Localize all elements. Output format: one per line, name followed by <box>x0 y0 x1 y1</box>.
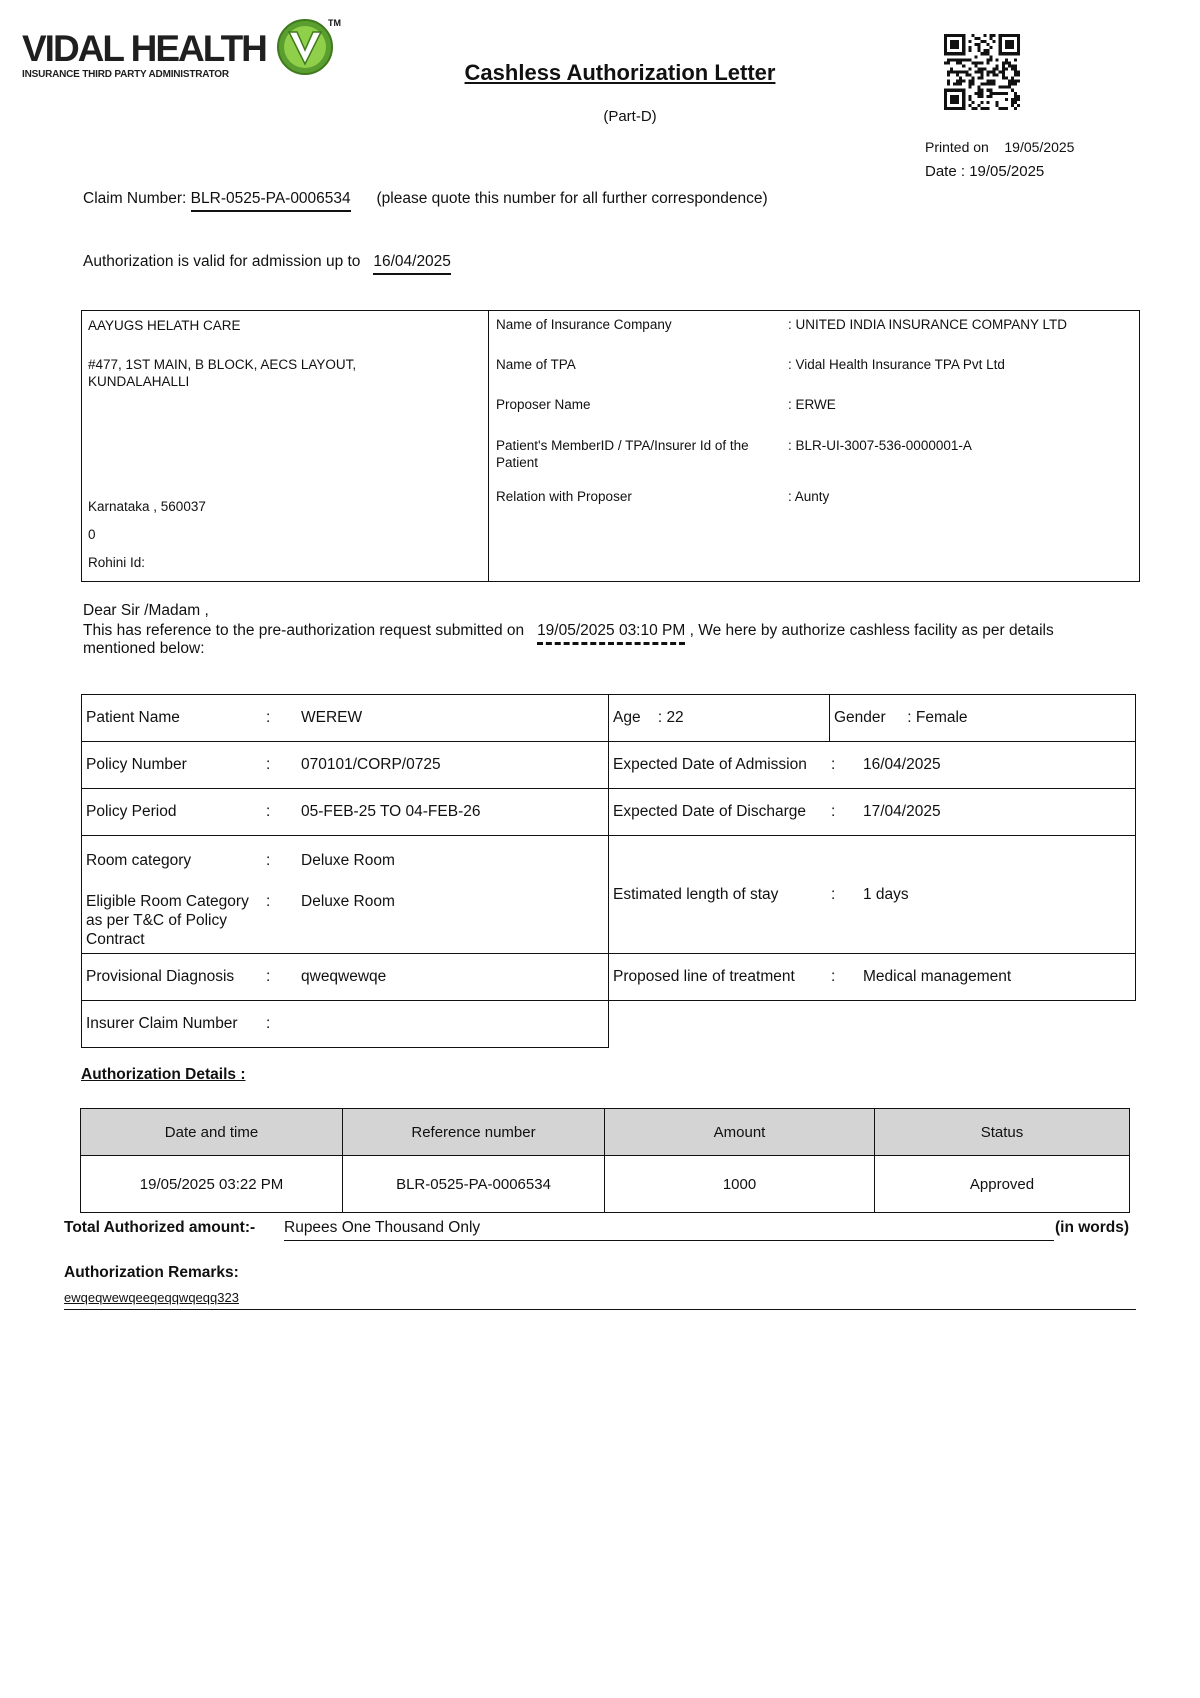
logo-text: VIDAL HEALTH <box>22 28 266 69</box>
col-date-time: Date and time <box>81 1109 343 1156</box>
claim-number-line <box>83 190 768 208</box>
colon: : <box>266 756 271 773</box>
submitted-on-date: 19/05/2025 03:10 PM <box>537 622 685 645</box>
eligible-room-label: Eligible Room Category as per T&C of Policy Contract <box>86 893 249 948</box>
patient-name-value: WEREW <box>301 709 363 726</box>
discharge-date-cell <box>609 789 1136 836</box>
box-divider <box>488 311 489 581</box>
in-words-label: (in words) <box>1055 1219 1130 1236</box>
insurer-company-value: : UNITED INDIA INSURANCE COMPANY LTD <box>788 317 1068 332</box>
col-amount: Amount <box>605 1109 875 1156</box>
printed-on <box>925 139 1074 155</box>
member-id-value: : BLR-UI-3007-536-0000001-A <box>788 438 972 453</box>
patient-details-table <box>81 694 1136 1048</box>
authorization-table <box>80 1108 1130 1213</box>
member-id-label: Patient's MemberID / TPA/Insurer Id of the Patient <box>496 438 749 470</box>
policy-number-label: Policy Number <box>86 756 187 773</box>
table-row <box>81 1156 1130 1213</box>
colon: : <box>266 968 271 985</box>
colon: : <box>831 756 836 773</box>
colon: : <box>266 1015 271 1032</box>
colon: : <box>831 885 836 903</box>
length-of-stay-label: Estimated length of stay <box>613 885 779 903</box>
room-category-label: Room category <box>86 852 192 869</box>
treatment-value: Medical management <box>863 968 1012 985</box>
row-date-time: 19/05/2025 03:22 PM <box>81 1156 343 1213</box>
colon: : <box>266 893 271 910</box>
patient-name-label: Patient Name <box>86 709 180 726</box>
colon: : <box>831 968 836 985</box>
policy-period-label: Policy Period <box>86 803 177 820</box>
col-status: Status <box>875 1109 1130 1156</box>
tpa-label: Name of TPA <box>496 357 576 372</box>
tpa-value: : Vidal Health Insurance TPA Pvt Ltd <box>788 357 1005 372</box>
claim-number-value: BLR-0525-PA-0006534 <box>191 190 351 212</box>
length-of-stay-cell <box>609 836 1136 954</box>
discharge-date-value: 17/04/2025 <box>863 803 941 820</box>
admission-date-label: Expected Date of Admission <box>613 756 807 773</box>
diagnosis-label: Provisional Diagnosis <box>86 968 235 985</box>
hospital-address-line2: KUNDALAHALLI <box>88 374 190 389</box>
printed-on-label: Printed on <box>925 139 989 155</box>
policy-period-cell <box>82 789 609 836</box>
admission-date-cell <box>609 742 1136 789</box>
validity-date: 16/04/2025 <box>373 253 451 275</box>
policy-number-value: 070101/CORP/0725 <box>301 756 441 773</box>
treatment-cell <box>609 954 1136 1001</box>
letter-date <box>925 163 1044 180</box>
claim-number-label: Claim Number: <box>83 190 187 207</box>
colon: : <box>266 709 271 726</box>
diagnosis-cell <box>82 954 609 1001</box>
policy-period-value: 05-FEB-25 TO 04-FEB-26 <box>301 803 481 820</box>
hospital-phone: 0 <box>88 527 96 542</box>
proposer-value: : ERWE <box>788 397 836 412</box>
treatment-label: Proposed line of treatment <box>613 968 795 985</box>
empty-cell <box>609 1001 1136 1048</box>
row-status: Approved <box>875 1156 1130 1213</box>
room-category-value: Deluxe Room <box>301 852 395 869</box>
insurer-claim-cell <box>82 1001 609 1048</box>
hospital-rohini-id: Rohini Id: <box>88 555 146 570</box>
logo-v-icon <box>276 18 334 76</box>
hospital-name: AAYUGS HELATH CARE <box>88 318 241 333</box>
printed-on-value: 19/05/2025 <box>1004 139 1075 155</box>
claim-number-note: (please quote this number for all further correspondence) <box>376 190 768 207</box>
hospital-address-line1: #477, 1ST MAIN, B BLOCK, AECS LAYOUT, <box>88 357 357 372</box>
page-title: Cashless Authorization Letter <box>464 60 776 85</box>
remarks-label: Authorization Remarks: <box>64 1264 239 1281</box>
col-reference-number: Reference number <box>343 1109 605 1156</box>
colon: : <box>831 803 836 820</box>
salutation: Dear Sir /Madam , <box>83 602 209 619</box>
letter-body-pre: This has reference to the pre-authorization request submitted on <box>83 622 525 639</box>
qr-code-icon <box>944 34 1020 110</box>
date-value: 19/05/2025 <box>969 163 1045 180</box>
insurer-company-label: Name of Insurance Company <box>496 317 672 332</box>
hospital-insurer-box <box>81 310 1140 582</box>
proposer-label: Proposer Name <box>496 397 591 412</box>
room-category-cell <box>82 836 609 954</box>
authorization-details-heading: Authorization Details : <box>81 1066 246 1083</box>
gender-value: : Female <box>907 709 968 726</box>
letter-body <box>83 621 1143 640</box>
remarks-line <box>64 1290 1136 1310</box>
colon: : <box>266 803 271 820</box>
letter-body-line2: mentioned below: <box>83 640 205 657</box>
row-reference-number: BLR-0525-PA-0006534 <box>343 1156 605 1213</box>
total-authorized-value: Rupees One Thousand Only <box>284 1219 1054 1241</box>
patient-name-cell <box>82 695 609 742</box>
gender-cell <box>830 695 1136 742</box>
relation-value: : Aunty <box>788 489 830 504</box>
logo-trademark: TM <box>328 18 341 28</box>
discharge-date-label: Expected Date of Discharge <box>613 803 806 820</box>
letter-body-post: , We here by authorize cashless facility as per details <box>689 622 1054 639</box>
gender-label: Gender <box>834 709 886 726</box>
age-value: : 22 <box>657 709 684 726</box>
age-label: Age <box>613 709 641 726</box>
validity-label: Authorization is valid for admission up to <box>83 253 361 270</box>
colon: : <box>266 852 271 869</box>
hospital-state-pin: Karnataka , 560037 <box>88 499 206 514</box>
total-authorized-label: Total Authorized amount:- <box>64 1219 256 1236</box>
diagnosis-value: qweqwewqe <box>301 968 387 985</box>
admission-date-value: 16/04/2025 <box>863 756 941 773</box>
date-label: Date : <box>925 163 966 180</box>
age-cell <box>609 695 830 742</box>
validity-line <box>83 253 451 271</box>
relation-label: Relation with Proposer <box>496 489 632 504</box>
part-label: (Part-D) <box>603 108 657 125</box>
length-of-stay-value: 1 days <box>863 885 909 903</box>
row-amount: 1000 <box>605 1156 875 1213</box>
remarks-value: ewqeqwewqeeqeqqwqeqq323 <box>64 1290 239 1305</box>
policy-number-cell <box>82 742 609 789</box>
eligible-room-value: Deluxe Room <box>301 893 395 910</box>
insurer-claim-label: Insurer Claim Number <box>86 1015 238 1032</box>
logo-tagline: INSURANCE THIRD PARTY ADMINISTRATOR <box>22 69 229 80</box>
